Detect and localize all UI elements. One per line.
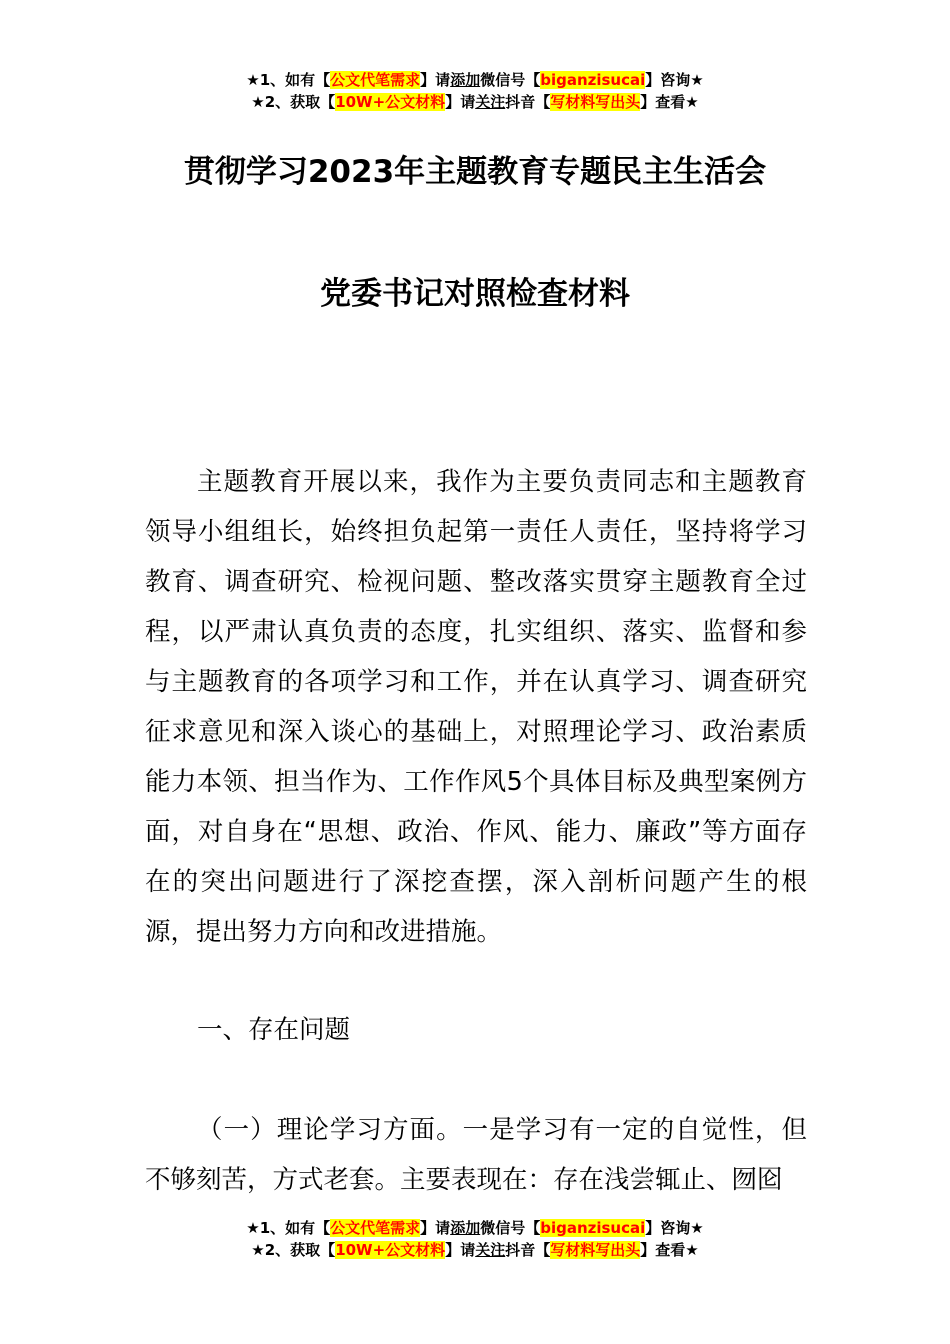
banner-text: ★2、获取【 xyxy=(251,93,336,111)
document-title-line-2: 党委书记对照检查材料 xyxy=(320,276,630,312)
banner-highlight: biganzisucai xyxy=(540,1219,646,1237)
banner-text: 】查看★ xyxy=(640,1241,699,1259)
footer-banner-line-1 xyxy=(0,1217,950,1239)
banner-underlined: 关注 xyxy=(475,1241,506,1259)
banner-underlined: 添加 xyxy=(450,71,481,89)
banner-text: ★2、获取【 xyxy=(251,1241,336,1259)
section-heading-problems: 一、存在问题 xyxy=(197,1015,351,1045)
banner-highlight: 10W+公文材料 xyxy=(335,1241,446,1259)
banner-text: 微信号【 xyxy=(480,71,541,89)
banner-text: 抖音【 xyxy=(505,93,551,111)
banner-highlight: 写材料写出头 xyxy=(550,1241,641,1259)
banner-underlined: 添加 xyxy=(450,1219,481,1237)
banner-text: ★1、如有【 xyxy=(246,1219,331,1237)
footer-banner-line-2 xyxy=(0,1239,950,1261)
banner-highlight: 公文代笔需求 xyxy=(330,71,421,89)
body-paragraph-theory-study: （一）理论学习方面。一是学习有一定的自觉性，但不够刻苦，方式老套。主要表现在：存在浅尝辄止、囫囵 xyxy=(145,1115,807,1195)
banner-text: ★1、如有【 xyxy=(246,71,331,89)
banner-underlined: 关注 xyxy=(475,93,506,111)
banner-text: 】咨询★ xyxy=(645,71,704,89)
footer-banner xyxy=(0,1217,950,1261)
banner-text: 抖音【 xyxy=(505,1241,551,1259)
body-paragraph-intro: 主题教育开展以来，我作为主要负责同志和主题教育领导小组组长，始终担负起第一责任人责任，坚持将学习教育、调查研究、检视问题、整改落实贯穿主题教育全过程，以严肃认真负责的态度，扎实组织、落实、监督和参与主题教育的各项学习和工作，并在认真学习、调查研究征求意见和深入谈心的基础上，对照理论学习、政治素质能力本领、担当作为、工作作风5个具体目标及典型案例方面，对自身在“思想、政治、作风、能力、廉政”等方面存在的突出问题进行了深挖查摆，深入剖析问题产生的根源，提出努力方向和改进措施。 xyxy=(145,467,807,947)
banner-text: 】查看★ xyxy=(640,93,699,111)
banner-highlight: 写材料写出头 xyxy=(550,93,641,111)
banner-text: 】咨询★ xyxy=(645,1219,704,1237)
header-banner-line-2 xyxy=(0,91,950,113)
banner-highlight: 公文代笔需求 xyxy=(330,1219,421,1237)
banner-text: 】请 xyxy=(445,93,476,111)
banner-text: 微信号【 xyxy=(480,1219,541,1237)
banner-text: 】请 xyxy=(420,71,451,89)
banner-text: 】请 xyxy=(445,1241,476,1259)
banner-highlight: 10W+公文材料 xyxy=(335,93,446,111)
banner-text: 】请 xyxy=(420,1219,451,1237)
document-title-line-1: 贯彻学习2023年主题教育专题民主生活会 xyxy=(183,154,767,190)
banner-highlight: biganzisucai xyxy=(540,71,646,89)
header-banner-line-1 xyxy=(0,69,950,91)
header-banner xyxy=(0,69,950,113)
